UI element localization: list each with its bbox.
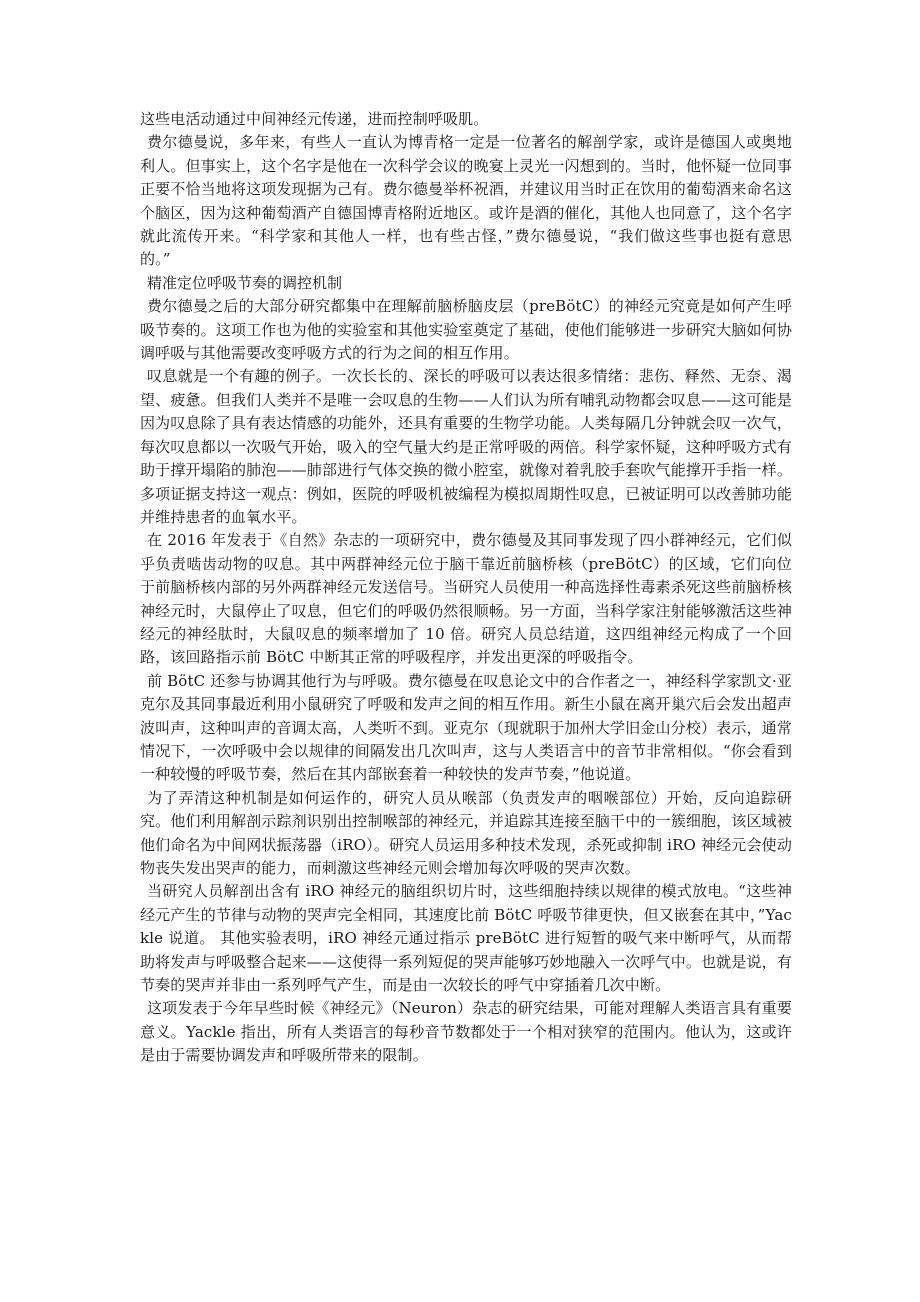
section-heading: 精准定位呼吸节奏的调控机制	[147, 273, 343, 292]
paragraph: 当研究人员解剖出含有 iRO 神经元的脑组织切片时，这些细胞持续以规律的模式放电。“这些神经元产生的节律与动物的哭声完全相同，其速度比前 BötC 呼吸节律更快，但又嵌套在其中，”Yackle 说道。 其他实验表明，iRO 神经元通过指示 preBötC 进行短暂的吸气来中断呼气，从而帮助将发声与呼吸整合起来——这使得一系列短促的哭声能够巧妙地融入一次呼气中。也就是说，有节奏的哭声并非由一系列呼气产生，而是由一次较长的呼气中穿插着几次中断。	[140, 882, 792, 995]
paragraph: 为了弄清这种机制是如何运作的，研究人员从喉部（负责发声的咽喉部位）开始，反向追踪研究。他们利用解剖示踪剂识别出控制喉部的神经元，并追踪其连接至脑干中的一簇细胞，该区域被他们命名为中间网状振荡器（iRO）。研究人员运用多种技术发现，杀死或抑制 iRO 神经元会使动物丧失发出哭声的能力，而刺激这些神经元则会增加每次呼吸的哭声次数。	[140, 788, 792, 877]
paragraph: 前 BötC 还参与协调其他行为与呼吸。费尔德曼在叹息论文中的合作者之一，神经科学家凯文·亚克尔及其同事最近利用小鼠研究了呼吸和发声之间的相互作用。新生小鼠在离开巢穴后会发出超声波叫声，这种叫声的音调太高，人类听不到。亚克尔（现就职于加州大学旧金山分校）表示，通常情况下，一次呼吸中会以规律的间隔发出几次叫声，这与人类语言中的音节非常相似。“你会看到一种较慢的呼吸节奏，然后在其内部嵌套着一种较快的发声节奏，”他说道。	[140, 671, 792, 784]
paragraph: 费尔德曼之后的大部分研究都集中在理解前脑桥脑皮层（preBötC）的神经元究竟是如何产生呼吸节奏的。这项工作也为他的实验室和其他实验室奠定了基础，使他们能够进一步研究大脑如何协调呼吸与其他需要改变呼吸方式的行为之间的相互作用。	[140, 297, 792, 363]
paragraph: 在 2016 年发表于《自然》杂志的一项研究中，费尔德曼及其同事发现了四小群神经元，它们似乎负责啮齿动物的叹息。其中两群神经元位于脑干靠近前脑桥核（preBötC）的区域，它们向位于前脑桥核内部的另外两群神经元发送信号。当研究人员使用一种高选择性毒素杀死这些前脑桥核神经元时，大鼠停止了叹息，但它们的呼吸仍然很顺畅。另一方面，当科学家注射能够激活这些神经元的神经肽时，大鼠叹息的频率增加了 10 倍。研究人员总结道，这四组神经元构成了一个回路，该回路指示前 BötC 中断其正常的呼吸程序，并发出更深的呼吸指令。	[140, 531, 792, 667]
paragraph: 这项发表于今年早些时候《神经元》（Neuron）杂志的研究结果，可能对理解人类语言具有重要意义。Yackle 指出，所有人类语言的每秒音节数都处于一个相对狭窄的范围内。他认为，这或许是由于需要协调发声和呼吸所带来的限制。	[140, 999, 792, 1065]
document-page	[140, 108, 792, 1068]
paragraph: 这些电活动通过中间神经元传递，进而控制呼吸肌。	[140, 110, 489, 128]
paragraph: 叹息就是一个有趣的例子。一次长长的、深长的呼吸可以表达很多情绪：悲伤、释然、无奈、渴望、疲惫。但我们人类并不是唯一会叹息的生物——人们认为所有哺乳动物都会叹息——这可能是因为叹息除了具有表达情感的功能外，还具有重要的生物学功能。人类每隔几分钟就会叹一次气，每次叹息都以一次吸气开始，吸入的空气量大约是正常呼吸的两倍。科学家怀疑，这种呼吸方式有助于撑开塌陷的肺泡——肺部进行气体交换的微小腔室，就像对着乳胶手套吹气能撑开手指一样。多项证据支持这一观点：例如，医院的呼吸机被编程为模拟周期性叹息，已被证明可以改善肺功能并维持患者的血氧水平。	[140, 367, 792, 526]
paragraph: 费尔德曼说，多年来，有些人一直认为博青格一定是一位著名的解剖学家，或许是德国人或奥地利人。但事实上，这个名字是他在一次科学会议的晚宴上灵光一闪想到的。当时，他怀疑一位同事正要不恰当地将这项发现据为己有。费尔德曼举杯祝酒，并建议用当时正在饮用的葡萄酒来命名这个脑区，因为这种葡萄酒产自德国博青格附近地区。或许是酒的催化，其他人也同意了，这个名字就此流传开来。“科学家和其他人一样，也有些古怪，”费尔德曼说，“我们做这些事也挺有意思的。”	[140, 133, 792, 269]
